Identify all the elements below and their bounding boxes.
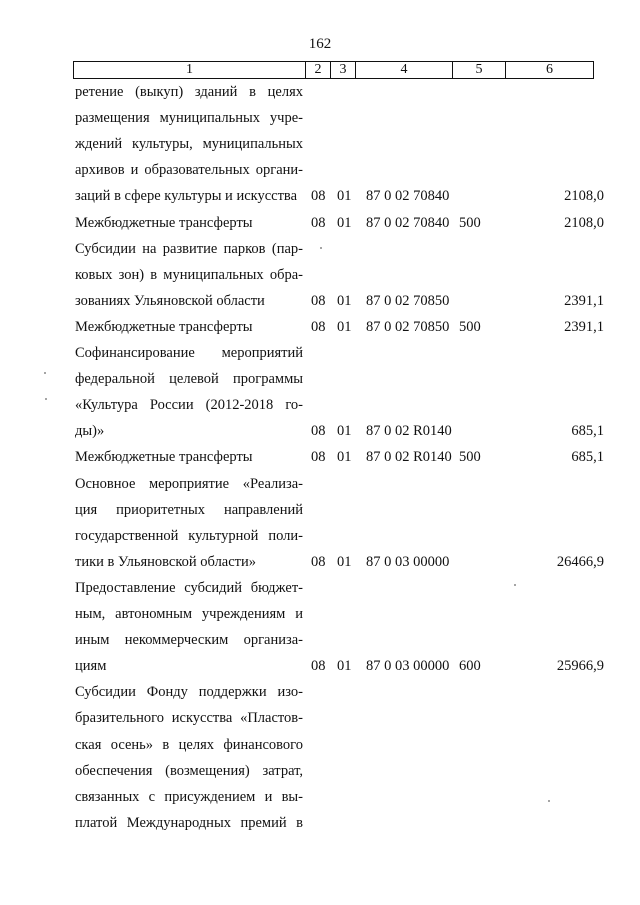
row-description: ская осень» в целях финансового — [75, 736, 303, 753]
header-col-6: 6 — [506, 62, 594, 79]
row-description: зованиях Ульяновской области — [75, 292, 265, 309]
table-row — [0, 526, 640, 552]
section-code: 08 — [311, 214, 326, 231]
row-description: государственной культурной поли- — [75, 527, 303, 544]
table-row — [0, 578, 640, 604]
amount: 2391,1 — [564, 292, 604, 309]
table-row — [0, 265, 640, 291]
scan-speck — [514, 584, 516, 586]
subsection-code: 01 — [337, 214, 352, 231]
table-row — [0, 656, 640, 682]
table-row — [0, 82, 640, 108]
table-row — [0, 421, 640, 447]
scan-speck — [44, 372, 46, 374]
section-code: 08 — [311, 449, 326, 466]
target-article-code: 87 0 02 70850 — [366, 318, 450, 335]
table-row — [0, 447, 640, 473]
table-row — [0, 500, 640, 526]
table-row — [0, 317, 640, 343]
header-col-5: 5 — [453, 62, 506, 79]
subsection-code: 01 — [337, 292, 352, 309]
row-description: Основное мероприятие «Реализа- — [75, 475, 303, 492]
scan-speck — [45, 398, 47, 400]
row-description: архивов и образовательных органи- — [75, 162, 303, 179]
table-row — [0, 630, 640, 656]
row-description: Межбюджетные трансферты — [75, 318, 253, 335]
subsection-code: 01 — [337, 449, 352, 466]
table-row — [0, 474, 640, 500]
row-description: ным, автономным учреждениям и — [75, 606, 303, 622]
row-description: Субсидии Фонду поддержки изо- — [75, 684, 303, 701]
table-row — [0, 343, 640, 369]
row-description: ция приоритетных направлений — [75, 501, 303, 518]
table-row — [0, 160, 640, 186]
table-row — [0, 735, 640, 761]
row-description: бразительного искусства «Пластов- — [75, 710, 303, 727]
subsection-code: 01 — [337, 318, 352, 335]
target-article-code: 87 0 02 R0140 — [366, 423, 452, 440]
row-description: «Культура России (2012-2018 го- — [75, 397, 303, 414]
row-description: платой Международных премий в — [75, 814, 303, 831]
section-code: 08 — [311, 292, 326, 309]
table-row — [0, 682, 640, 708]
table-row — [0, 291, 640, 317]
row-description: ждений культуры, муниципальных — [75, 136, 303, 153]
table-row — [0, 395, 640, 421]
amount: 685,1 — [571, 449, 604, 466]
target-article-code: 87 0 03 00000 — [366, 658, 450, 675]
row-description: заций в сфере культуры и искусства — [75, 188, 298, 205]
target-article-code: 87 0 02 70840 — [366, 214, 450, 231]
section-code: 08 — [311, 318, 326, 335]
row-description: циям — [75, 658, 107, 675]
amount: 2108,0 — [564, 214, 604, 231]
section-code: 08 — [311, 188, 326, 205]
expense-type-code: 500 — [459, 214, 481, 231]
section-code: 08 — [311, 423, 326, 440]
amount: 26466,9 — [556, 553, 604, 570]
row-description: размещения муниципальных учре- — [75, 110, 303, 127]
table-row — [0, 239, 640, 265]
section-code: 08 — [311, 658, 326, 675]
target-article-code: 87 0 02 R0140 — [366, 449, 452, 466]
row-description: ды)» — [75, 423, 105, 440]
table-row — [0, 604, 640, 630]
subsection-code: 01 — [337, 553, 352, 570]
target-article-code: 87 0 03 00000 — [366, 553, 450, 570]
scan-speck — [548, 800, 550, 802]
row-description: Предоставление субсидий бюджет- — [75, 579, 303, 596]
row-description: ковых зон) в муниципальных обра- — [75, 266, 303, 283]
row-description: Межбюджетные трансферты — [75, 214, 253, 231]
amount: 2108,0 — [564, 188, 604, 205]
row-description: тики в Ульяновской области» — [75, 553, 257, 570]
section-code: 08 — [311, 553, 326, 570]
amount: 25966,9 — [556, 658, 604, 675]
page-number: 162 — [308, 36, 332, 52]
table-row — [0, 708, 640, 734]
table-row — [0, 186, 640, 212]
table-row — [0, 108, 640, 134]
table-row — [0, 369, 640, 395]
row-description: Межбюджетные трансферты — [75, 449, 253, 466]
row-description: федеральной целевой программы — [75, 371, 303, 388]
subsection-code: 01 — [337, 188, 352, 205]
table-header — [73, 61, 594, 79]
scan-speck — [320, 247, 322, 249]
row-description: иным некоммерческим организа- — [75, 632, 303, 649]
row-description: обеспечения (возмещения) затрат, — [75, 762, 303, 779]
amount: 685,1 — [571, 423, 604, 440]
table-row — [0, 813, 640, 839]
table-row — [0, 761, 640, 787]
row-description: Софинансирование мероприятий — [75, 345, 303, 361]
amount: 2391,1 — [564, 318, 604, 335]
table-row — [0, 787, 640, 813]
header-col-2: 2 — [306, 62, 331, 79]
table-row — [0, 552, 640, 578]
header-col-4: 4 — [356, 62, 453, 79]
table-row — [0, 134, 640, 160]
expense-type-code: 500 — [459, 449, 481, 466]
row-description: связанных с присуждением и вы- — [75, 788, 303, 805]
expense-type-code: 600 — [459, 658, 481, 675]
table-row — [0, 213, 640, 239]
row-description: Субсидии на развитие парков (пар- — [75, 240, 303, 257]
target-article-code: 87 0 02 70840 — [366, 188, 450, 205]
expense-type-code: 500 — [459, 318, 481, 335]
row-description: ретение (выкуп) зданий в целях — [75, 84, 303, 100]
header-col-3: 3 — [331, 62, 356, 79]
subsection-code: 01 — [337, 423, 352, 440]
target-article-code: 87 0 02 70850 — [366, 292, 450, 309]
subsection-code: 01 — [337, 658, 352, 675]
header-col-1: 1 — [74, 62, 306, 79]
